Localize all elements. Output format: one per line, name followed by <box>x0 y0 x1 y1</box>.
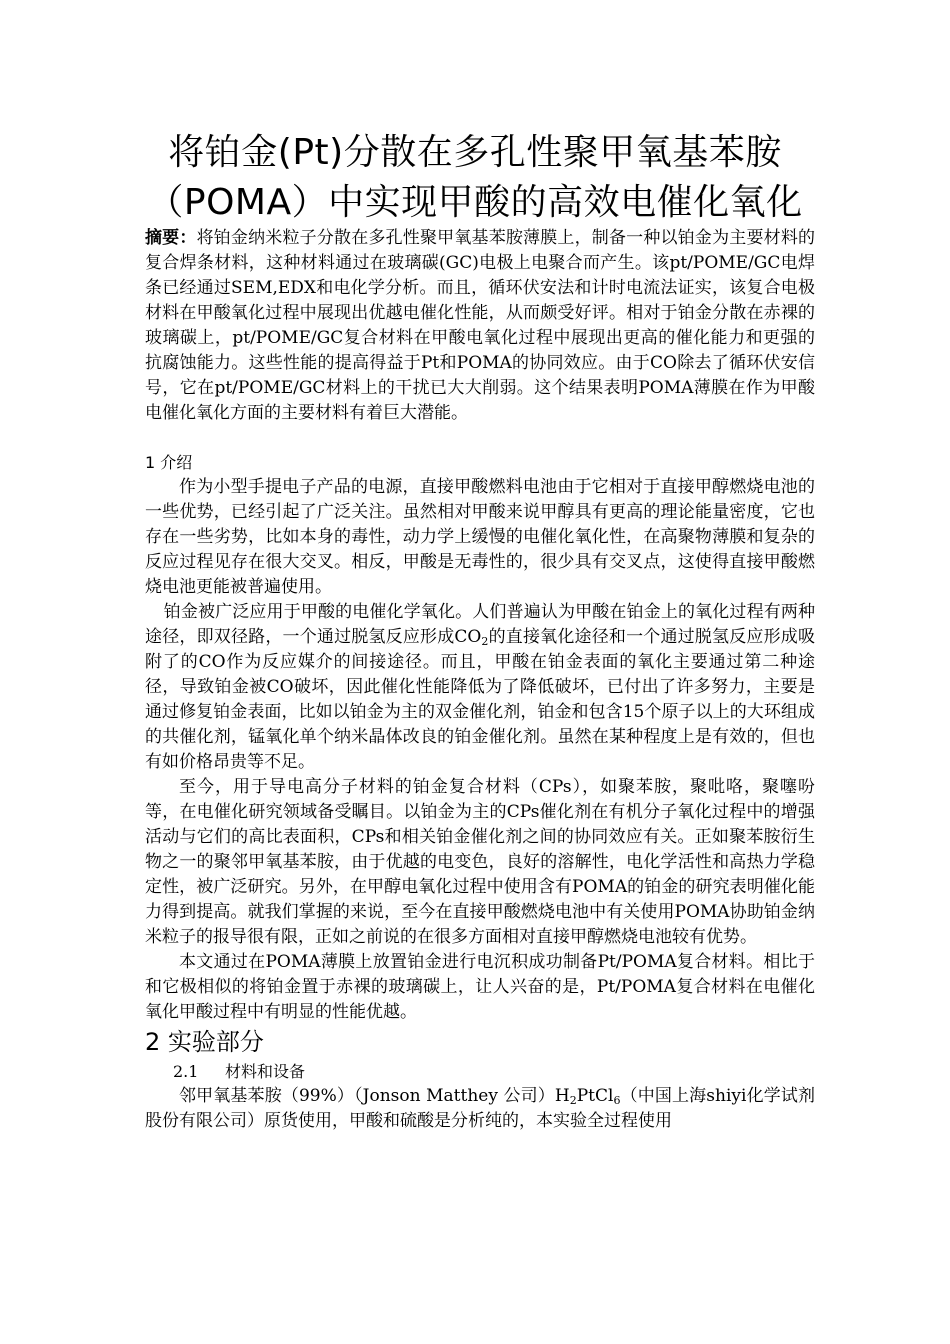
section-1-paragraph-4: 本文通过在POMA薄膜上放置铂金进行电沉积成功制备Pt/POMA复合材料。相比于和它极相似的将铂金置于赤裸的玻璃碳上，让人兴奋的是，Pt/POMA复合材料在电催化氧化甲酸过程中有明显的性能优越。 <box>145 952 815 1022</box>
paragraph-text-c: （中国上海shiyi化学试剂股份有限公司）原货使用，甲酸和硫酸是分析纯的，本实验全过程使用 <box>145 1086 815 1131</box>
section-2-paragraph-1 <box>145 1084 815 1134</box>
subsection-title: 材料和设备 <box>225 1062 306 1081</box>
title-line-2: （POMA）中实现甲酸的高效电催化氧化 <box>147 182 803 223</box>
paragraph-text-b: PtCl <box>576 1086 614 1106</box>
section-2-heading: 2 实验部分 <box>145 1028 264 1056</box>
subsection-2-1-heading <box>145 1059 815 1084</box>
paragraph-2-text-b: 的直接氧化途径和一个通过脱氢反应形成吸附了的CO作为反应媒介的间接途径。而且，甲酸在铂金表面的氧化主要通过第二种途径，导致铂金被CO破坏，因此催化性能降低为了降低破坏，已付出了许多努力，主要是通过修复铂金表面，比如以铂金为主的双金催化剂，铂金和包含15个原子以上的大环组成的共催化剂，锰氧化单个纳米晶体改良的铂金催化剂。虽然在某种程度上是有效的，但也有如价格昂贵等不足。 <box>145 627 815 772</box>
section-1-paragraph-1: 作为小型手提电子产品的电源，直接甲酸燃料电池由于它相对于直接甲醇燃烧电池的一些优势，已经引起了广泛关注。虽然相对甲酸来说甲醇具有更高的理论能量密度，它也存在一些劣势，比如本身的毒性，动力学上缓慢的电催化氧化性，在高聚物薄膜和复杂的反应过程见存在很大交叉。相反，甲酸是无毒性的，很少具有交叉点，这使得直接甲酸燃烧电池更能被普遍使用。 <box>145 477 815 597</box>
spacer <box>145 426 815 451</box>
section-1-heading: 1 介绍 <box>145 453 193 472</box>
section-1-paragraph-2 <box>145 600 815 775</box>
paper-title <box>120 128 830 228</box>
subscript: 6 <box>613 1094 621 1107</box>
subsection-number: 2.1 <box>173 1062 199 1081</box>
subscript: 2 <box>569 1094 577 1107</box>
abstract <box>145 226 815 426</box>
paper-body <box>145 226 815 1134</box>
paragraph-2-text-a: 铂金被广泛应用于甲酸的电催化学氧化。人们普遍认为甲酸在铂金上的氧化过程有两种途径，即双径路，一个通过脱氢反应形成CO <box>145 602 815 647</box>
paragraph-text-a: 邻甲氧基苯胺（99%）（Jonson Matthey 公司）H <box>179 1086 570 1106</box>
abstract-label: 摘要： <box>145 228 197 248</box>
section-1-paragraph-3: 至今，用于导电高分子材料的铂金复合材料（CPs），如聚苯胺，聚吡咯，聚噻吩等，在电催化研究领域备受瞩目。以铂金为主的CPs催化剂在有机分子氧化过程中的增强活动与它们的高比表面积，CPs和相关铂金催化剂之间的协同效应有关。正如聚苯胺衍生物之一的聚邻甲氧基苯胺，由于优越的电变色，良好的溶解性，电化学活性和高热力学稳定性，被广泛研究。另外，在甲醇电氧化过程中使用含有POMA的铂金的研究表明催化能力得到提高。就我们掌握的来说，至今在直接甲酸燃烧电池中有关使用POMA协助铂金纳米粒子的报导很有限，正如之前说的在很多方面相对直接甲醇燃烧电池较有优势。 <box>145 777 815 947</box>
subscript: 2 <box>481 635 489 648</box>
abstract-text: 将铂金纳米粒子分散在多孔性聚甲氧基苯胺薄膜上，制备一种以铂金为主要材料的复合焊条材料，这种材料通过在玻璃碳(GC)电极上电聚合而产生。该pt/POME/GC电焊条已经通过SEM,EDX和电化学分析。而且，循环伏安法和计时电流法证实，该复合电极材料在甲酸氧化过程中展现出优越电催化性能，从而颇受好评。相对于铂金分散在赤裸的玻璃碳上，pt/POME/GC复合材料在甲酸电氧化过程中展现出更高的催化能力和更强的抗腐蚀能力。这些性能的提高得益于Pt和POMA的协同效应。由于CO除去了循环伏安信号，它在pt/POME/GC材料上的干扰已大大削弱。这个结果表明POMA薄膜在作为甲酸电催化氧化方面的主要材料有着巨大潜能。 <box>145 228 816 423</box>
title-line-1: 将铂金(Pt)分散在多孔性聚甲氧基苯胺 <box>168 132 782 173</box>
